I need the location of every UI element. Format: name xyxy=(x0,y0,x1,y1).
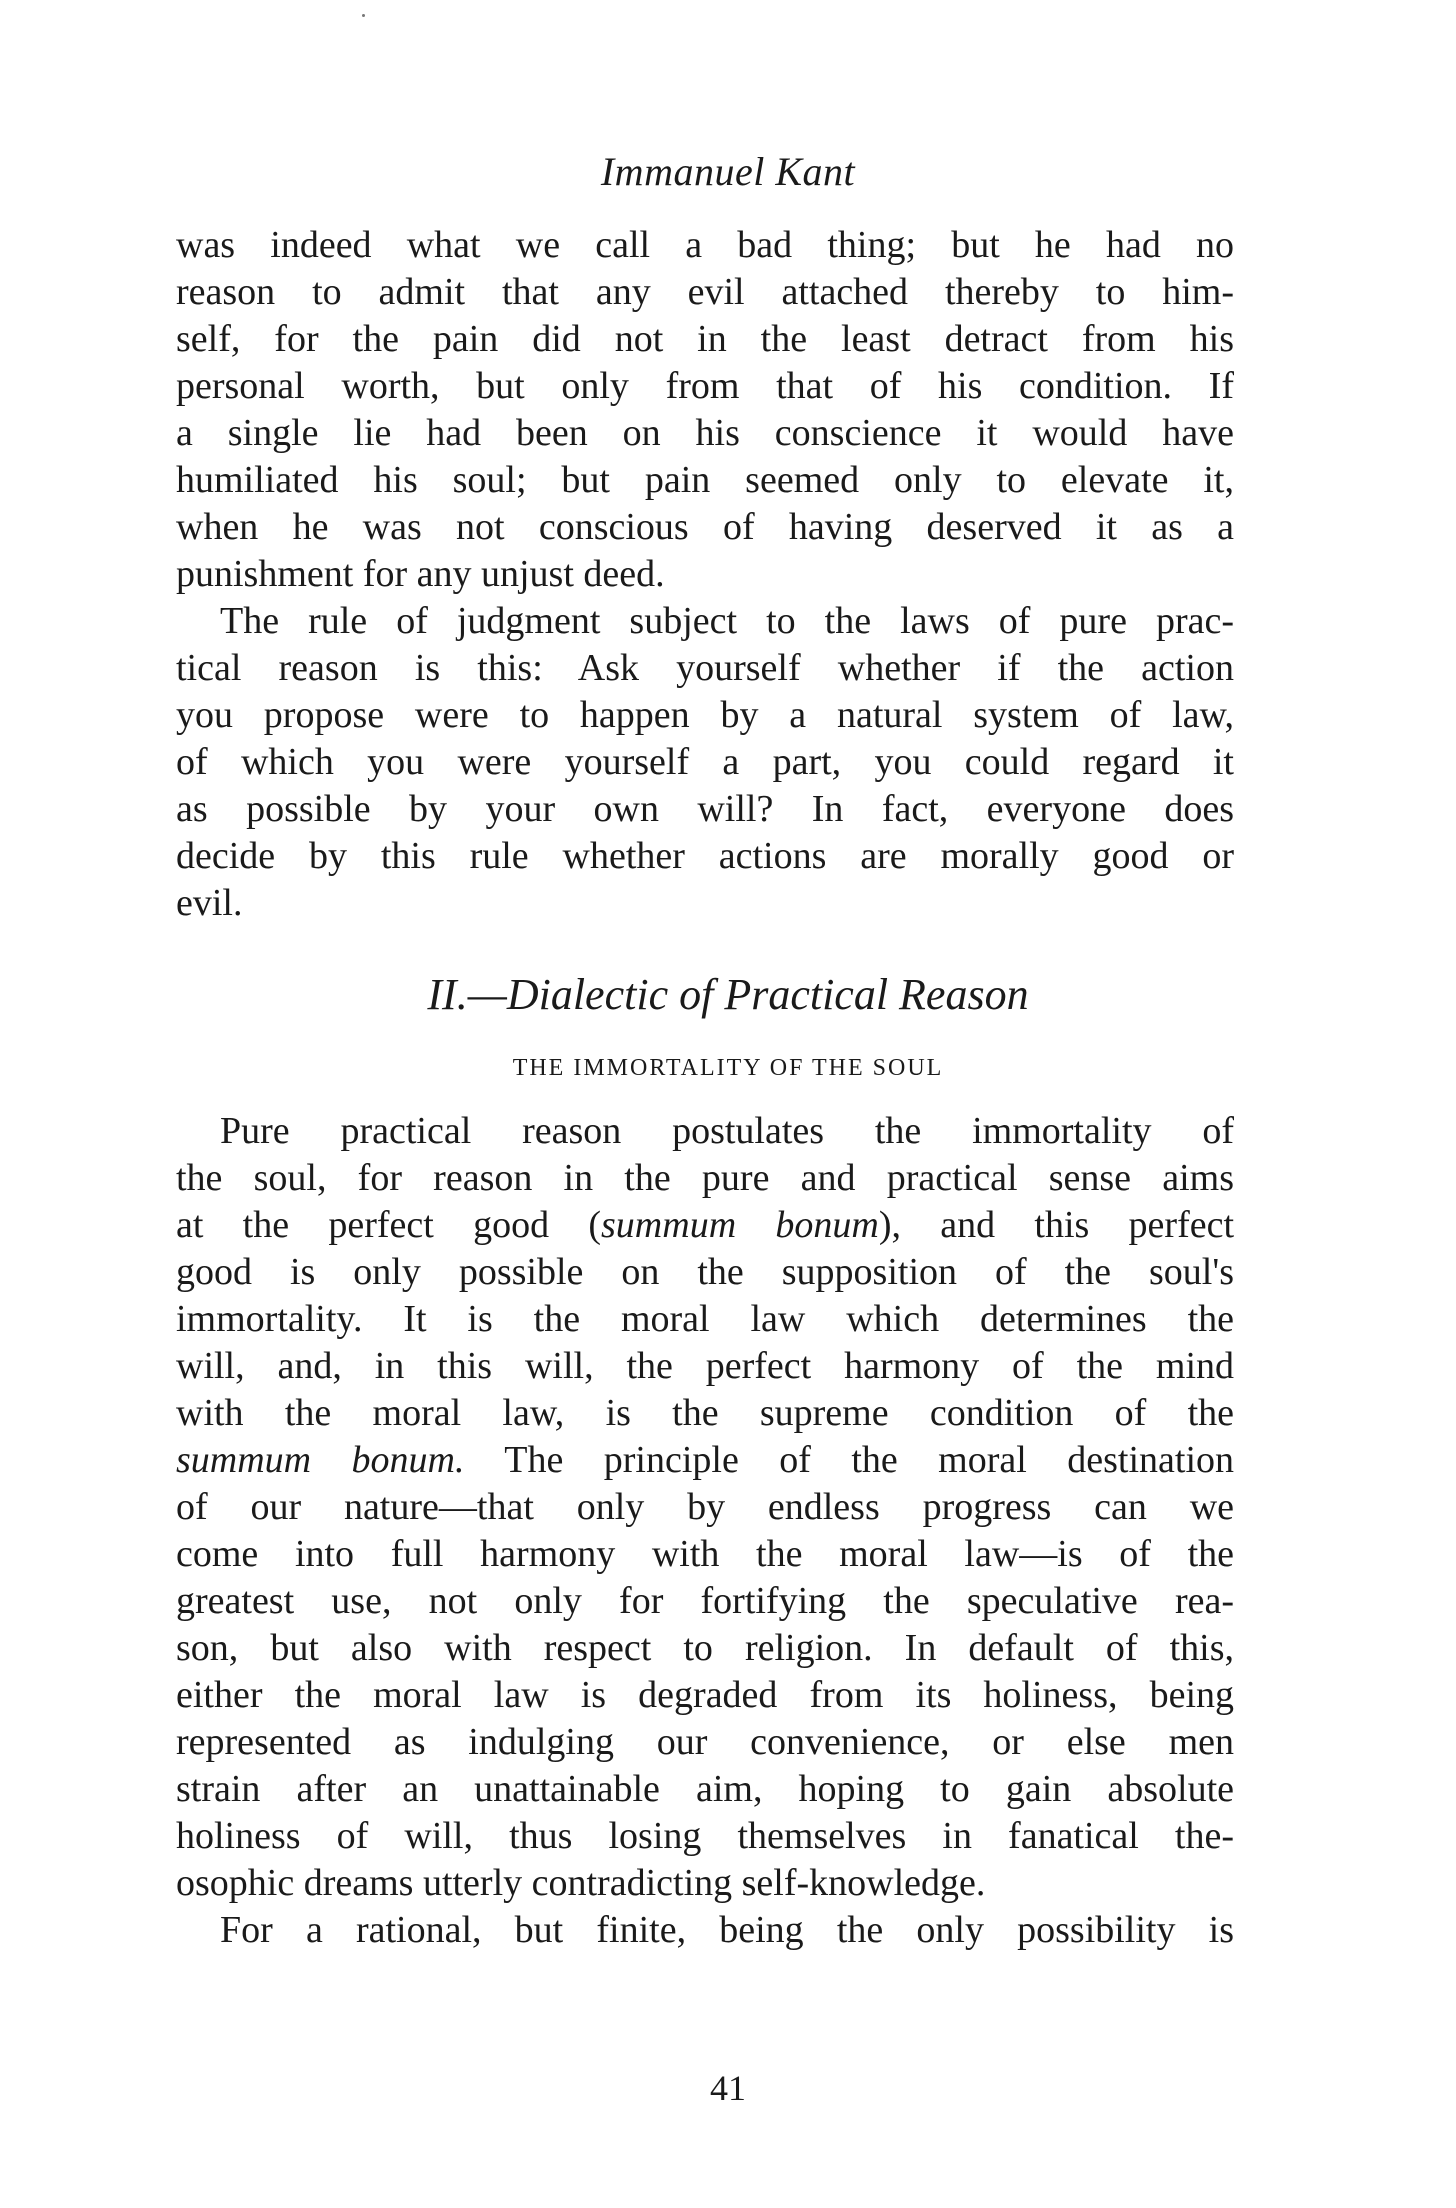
text-line: punishment for any unjust deed. xyxy=(176,553,665,595)
paragraph-group-upper xyxy=(176,222,1234,927)
text-line-with-italic xyxy=(176,1437,1234,1484)
scan-speck-decoration xyxy=(362,14,365,17)
text-line: will, and, in this will, the perfect harmony of the mind xyxy=(176,1345,1234,1387)
text-line: reason to admit that any evil attached thereby to him- xyxy=(176,271,1234,313)
text-line: a single lie had been on his conscience it would have xyxy=(176,412,1234,454)
text-line: good is only possible on the supposition of the soul's xyxy=(176,1251,1234,1293)
paragraph-group-lower xyxy=(176,1108,1234,1954)
text-line: of our nature—that only by endless progress can we xyxy=(176,1486,1234,1528)
text-line: son, but also with respect to religion. In default of this, xyxy=(176,1627,1234,1669)
text-line-with-italic xyxy=(176,1202,1234,1249)
running-head: Immanuel Kant xyxy=(600,149,856,194)
text-line: when he was not conscious of having deserved it as a xyxy=(176,506,1234,548)
text-line: the soul, for reason in the pure and practical sense aims xyxy=(176,1157,1234,1199)
italic-term: summum bonum xyxy=(601,1204,879,1246)
text-line: decide by this rule whether actions are morally good or xyxy=(176,835,1234,877)
italic-term: summum bonum. xyxy=(176,1439,465,1481)
text-line: humiliated his soul; but pain seemed only to elevate it, xyxy=(176,459,1234,501)
section-heading: II.—Dialectic of Practical Reason xyxy=(427,970,1029,1019)
page-number: 41 xyxy=(710,2068,746,2108)
text-line: come into full harmony with the moral law—is of the xyxy=(176,1533,1234,1575)
text-line: immortality. It is the moral law which determines the xyxy=(176,1298,1234,1340)
text-line: self, for the pain did not in the least detract from his xyxy=(176,318,1234,360)
text-line: was indeed what we call a bad thing; but he had no xyxy=(176,224,1234,266)
text-line: osophic dreams utterly contradicting self-knowledge. xyxy=(176,1862,986,1904)
text-line: evil. xyxy=(176,882,243,924)
text-line: personal worth, but only from that of his condition. If xyxy=(176,365,1234,407)
text-line: Pure practical reason postulates the immortality of xyxy=(220,1110,1234,1152)
section-subheading: THE IMMORTALITY OF THE SOUL xyxy=(512,1055,944,1081)
text-line: as possible by your own will? In fact, everyone does xyxy=(176,788,1234,830)
text-line: of which you were yourself a part, you could regard it xyxy=(176,741,1234,783)
text-line: represented as indulging our convenience, or else men xyxy=(176,1721,1234,1763)
text-line: For a rational, but finite, being the only possibility is xyxy=(220,1909,1234,1951)
text-fragment: at the perfect good ( xyxy=(176,1204,602,1246)
text-line: holiness of will, thus losing themselves in fanatical the- xyxy=(176,1815,1234,1857)
text-fragment: The principle of the moral destination xyxy=(464,1439,1234,1481)
text-line: tical reason is this: Ask yourself whether if the action xyxy=(176,647,1234,689)
text-line: strain after an unattainable aim, hoping to gain absolute xyxy=(176,1768,1234,1810)
text-line: greatest use, not only for fortifying the speculative rea- xyxy=(176,1580,1234,1622)
text-fragment: ), and this perfect xyxy=(878,1204,1234,1246)
text-line: The rule of judgment subject to the laws of pure prac- xyxy=(220,600,1234,642)
text-line: with the moral law, is the supreme condition of the xyxy=(176,1392,1234,1434)
text-line: either the moral law is degraded from its holiness, being xyxy=(176,1674,1234,1716)
text-line: you propose were to happen by a natural system of law, xyxy=(176,694,1234,736)
